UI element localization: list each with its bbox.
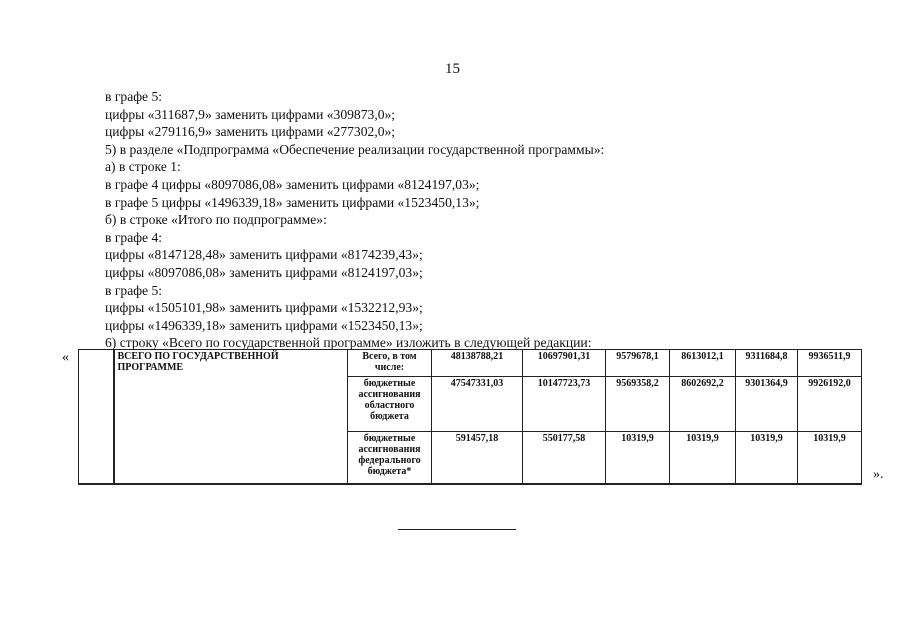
text-line: в графе 4 цифры «8097086,08» заменить цифрами «8124197,03»;: [105, 176, 480, 192]
value-cell: 9579678,1: [606, 350, 670, 377]
text-line: 6) строку «Всего по государственной программе» изложить в следующей редакции:: [105, 335, 592, 351]
value-cell: 10697901,31: [523, 350, 606, 377]
budget-table: [78, 349, 862, 485]
value-cell: 9311684,8: [736, 350, 798, 377]
text-line: цифры «1496339,18» заменить цифрами «1523450,13»;: [105, 317, 423, 333]
value-cell: 10147723,73: [523, 377, 606, 432]
closing-quote: ».: [873, 467, 884, 482]
value-cell: 8602692,2: [670, 377, 736, 432]
text-line: цифры «311687,9» заменить цифрами «309873,0»;: [105, 106, 396, 122]
text-line: в графе 5:: [105, 89, 163, 104]
value-cell: 9569358,2: [606, 377, 670, 432]
value-cell: 8613012,1: [670, 350, 736, 377]
footnote-separator: [398, 529, 516, 530]
text-line: цифры «8097086,08» заменить цифрами «8124197,03»;: [105, 264, 423, 280]
value-cell: 10319,9: [736, 432, 798, 485]
value-cell: 10319,9: [670, 432, 736, 485]
value-cell: 9936511,9: [798, 350, 862, 377]
value-cell: 9926192,0: [798, 377, 862, 432]
empty-number-cell: [79, 350, 114, 485]
value-cell: 10319,9: [798, 432, 862, 485]
program-title-cell: [114, 350, 348, 485]
table-row: [79, 350, 862, 377]
source-cell: бюджетные ассигнования федерального бюджета*: [348, 432, 432, 485]
text-line: б) в строке «Итого по подпрограмме»:: [105, 212, 327, 228]
opening-quote: «: [62, 350, 69, 365]
value-cell: 47547331,03: [432, 377, 523, 432]
text-line: цифры «1505101,98» заменить цифрами «1532212,93»;: [105, 300, 423, 316]
text-line: в графе 5:: [105, 282, 163, 298]
source-cell: Всего, в том числе:: [348, 350, 432, 377]
text-line: в графе 4:: [105, 229, 163, 245]
text-line: цифры «279116,9» заменить цифрами «277302,0»;: [105, 124, 396, 140]
value-cell: 10319,9: [606, 432, 670, 485]
value-cell: 550177,58: [523, 432, 606, 485]
source-cell: бюджетные ассигнования областного бюджета: [348, 377, 432, 432]
value-cell: 9301364,9: [736, 377, 798, 432]
text-line: цифры «8147128,48» заменить цифрами «8174239,43»;: [105, 247, 423, 263]
value-cell: 591457,18: [432, 432, 523, 485]
text-line: в графе 5 цифры «1496339,18» заменить цифрами «1523450,13»;: [105, 194, 480, 210]
text-line: 5) в разделе «Подпрограмма «Обеспечение реализации государственной программы»:: [105, 141, 605, 157]
program-title: ВСЕГО ПО ГОСУДАРСТВЕННОЙ ПРОГРАММЕ: [117, 351, 279, 373]
value-cell: 48138788,21: [432, 350, 523, 377]
amendment-text: [105, 88, 745, 352]
page-number: 15: [445, 61, 460, 77]
text-line: а) в строке 1:: [105, 159, 181, 175]
